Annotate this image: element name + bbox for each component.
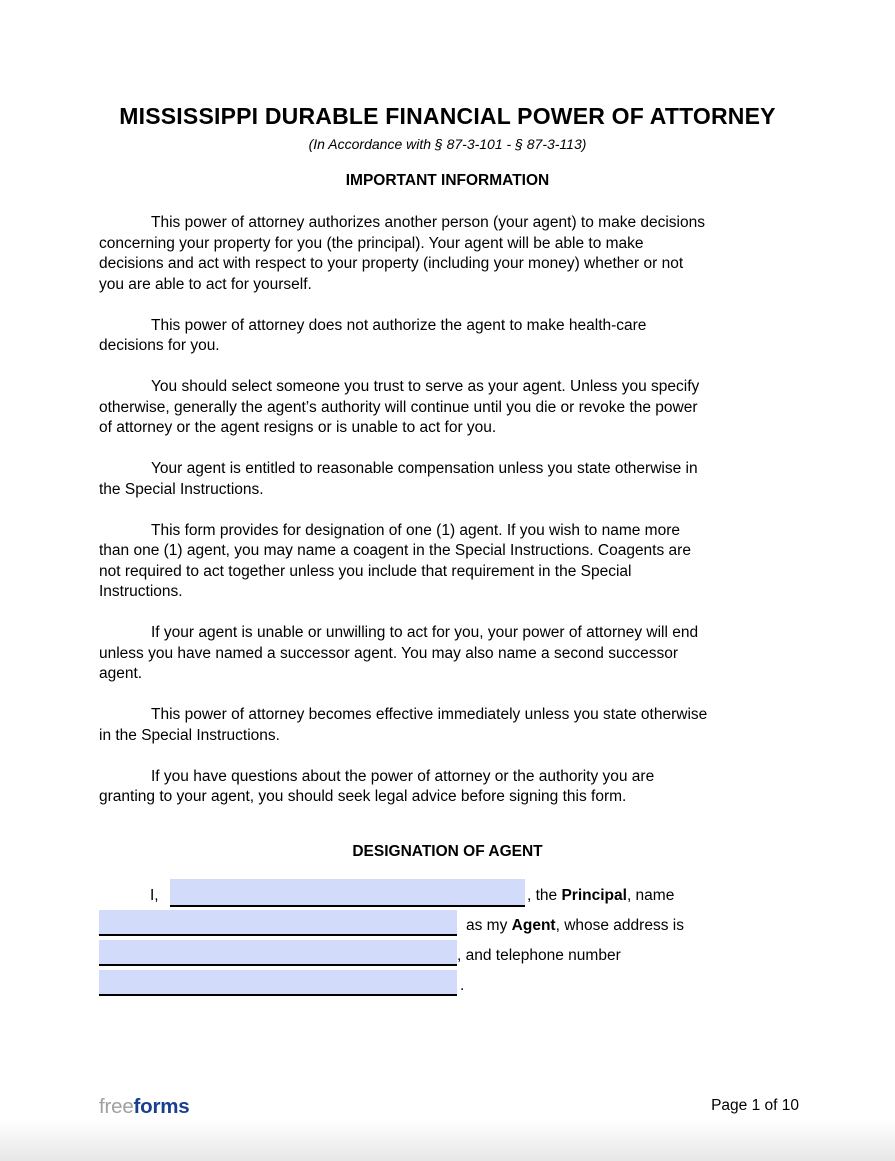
paragraph-line: than one (1) agent, you may name a coagent in the Special Instructions. Coagents are [99,542,691,559]
designation-line2-suffix: , whose address is [555,917,684,934]
designation-line2-after: as my [466,917,512,934]
important-information-heading: IMPORTANT INFORMATION [345,172,550,189]
paragraph [99,213,799,295]
paragraph-line: the Special Instructions. [99,480,264,498]
paragraph-line: decisions for you. [99,337,220,354]
paragraph-line: This form provides for designation of one (1) agent. If you wish to name more [151,521,680,539]
paragraph-line: Your agent is entitled to reasonable compensation unless you state otherwise in [151,460,698,477]
freeforms-logo [99,1095,190,1119]
paragraph [99,521,799,603]
paragraph [99,459,799,500]
designation-line4-suffix: . [460,977,465,994]
document-subtitle: (In Accordance with § 87-3-101 - § 87-3-113) [308,136,587,152]
agent-label: Agent [511,917,556,934]
designation-line1-prefix: I, [150,887,159,904]
paragraph-line: you are able to act for yourself. [99,275,312,293]
designation-line1-after: , the [527,887,562,904]
principal-label: Principal [561,887,627,904]
paragraph-line: You should select someone you trust to serve as your agent. Unless you specify [151,378,700,395]
paragraph-line: granting to your agent, you should seek legal advice before signing this form. [99,788,627,805]
agent-name-field[interactable] [99,910,457,936]
agent-phone-field[interactable] [99,970,457,996]
designation-line2-text [466,917,684,935]
paragraph [99,705,799,746]
paragraph-line: This power of attorney authorizes another person (your agent) to make decisions [151,214,705,231]
document-title: MISSISSIPPI DURABLE FINANCIAL POWER OF ATTORNEY [119,103,776,129]
important-information-body [99,213,799,828]
page-number: Page 1 of 10 [711,1097,799,1114]
designation-line1-suffix: , name [626,887,675,904]
logo-forms-text: forms [133,1095,190,1118]
paragraph-line: This power of attorney becomes effective immediately unless you state otherwise [151,706,708,723]
paragraph [99,767,799,808]
paragraph-line: decisions and act with respect to your property (including your money) whether or not [99,255,684,272]
paragraph-line: not required to act together unless you include that requirement in the Special [99,562,632,580]
principal-name-field[interactable] [170,879,525,907]
paragraph-line: otherwise, generally the agent’s authority will continue until you die or revoke the power [99,398,698,416]
designation-line3-suffix: , and telephone number [457,947,621,964]
page-bottom-shadow [0,1119,895,1161]
agent-address-field[interactable] [99,940,457,966]
paragraph-line: in the Special Instructions. [99,726,280,744]
designation-line1-text [527,887,674,905]
paragraph [99,316,799,357]
paragraph-line: agent. [99,665,143,682]
paragraph-line: This power of attorney does not authorize the agent to make health-care [151,316,647,334]
paragraph-line: unless you have named a successor agent. You may also name a second successor [99,644,679,662]
paragraph-line: of attorney or the agent resigns or is unable to act for you. [99,419,497,436]
paragraph-line: concerning your property for you (the principal). Your agent will be able to make [99,234,644,252]
paragraph-line: If you have questions about the power of attorney or the authority you are [151,767,655,785]
paragraph [99,377,799,439]
paragraph-line: Instructions. [99,583,183,600]
logo-free-text: free [99,1095,134,1118]
paragraph [99,623,799,685]
paragraph-line: If your agent is unable or unwilling to act for you, your power of attorney will end [151,624,699,641]
designation-of-agent-heading: DESIGNATION OF AGENT [352,843,543,860]
